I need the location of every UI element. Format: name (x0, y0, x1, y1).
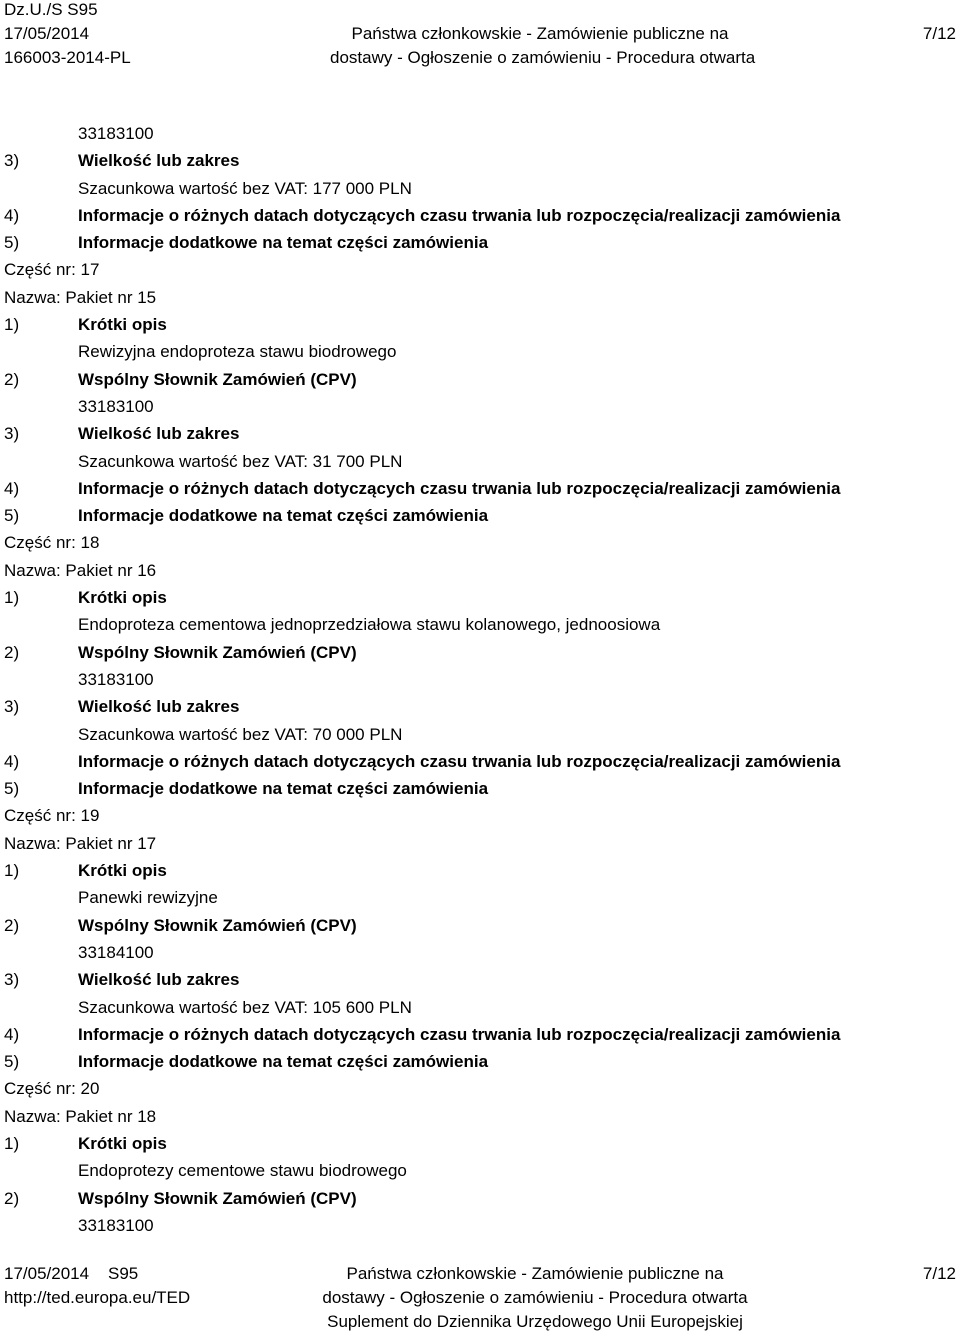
line-label: 3) (4, 424, 20, 444)
line-label: 3) (4, 151, 20, 171)
line-label: 1) (4, 1133, 20, 1153)
content-line (4, 393, 956, 420)
content-line (4, 284, 956, 311)
content-line (4, 147, 956, 174)
content-line (4, 448, 956, 475)
content-line (4, 229, 956, 256)
content-line (4, 366, 956, 393)
section-heading: Informacje dodatkowe na temat części zamówienia (78, 1052, 489, 1072)
section-heading: Wspólny Słownik Zamówień (CPV) (78, 642, 357, 662)
header-title-line2: dostawy - Ogłoszenie o zamówieniu - Procedura otwarta (330, 48, 756, 67)
footer-page-number: 7/12 (922, 1264, 956, 1283)
content-line (4, 1075, 956, 1102)
section-value: 33183100 (78, 669, 154, 689)
line-label: Część nr: 18 (4, 533, 100, 553)
section-heading: Wielkość lub zakres (78, 970, 240, 990)
section-heading: Krótki opis (78, 315, 167, 335)
content-line (4, 666, 956, 693)
footer-date-issue: 17/05/2014 S95 (4, 1264, 139, 1283)
section-value: 33184100 (78, 942, 154, 962)
section-heading: Wielkość lub zakres (78, 697, 240, 717)
line-label: Nazwa: Pakiet nr 16 (4, 560, 157, 580)
line-label: Nazwa: Pakiet nr 17 (4, 833, 157, 853)
content-line (4, 939, 956, 966)
section-heading: Wielkość lub zakres (78, 151, 240, 171)
header-date: 17/05/2014 (4, 24, 90, 43)
content-line (4, 748, 956, 775)
line-label: 2) (4, 369, 20, 389)
section-heading: Informacje o różnych datach dotyczących czasu trwania lub rozpoczęcia/realizacji zamówienia (78, 205, 841, 225)
content-line (4, 994, 956, 1021)
line-label: 4) (4, 205, 20, 225)
line-label: 5) (4, 506, 20, 526)
section-value: Szacunkowa wartość bez VAT: 70 000 PLN (78, 724, 403, 744)
footer-title-line3: Suplement do Dziennika Urzędowego Unii Europejskiej (327, 1312, 743, 1331)
section-heading: Informacje o różnych datach dotyczących czasu trwania lub rozpoczęcia/realizacji zamówienia (78, 1024, 841, 1044)
section-value: 33183100 (78, 124, 154, 143)
section-value: Endoprotezy cementowe stawu biodrowego (78, 1161, 407, 1181)
section-heading: Krótki opis (78, 1133, 167, 1153)
footer-left (4, 1262, 190, 1310)
line-label: 4) (4, 1024, 20, 1044)
section-heading: Informacje dodatkowe na temat części zamówienia (78, 506, 489, 526)
line-label: 1) (4, 315, 20, 335)
footer-title-line1: Państwa członkowskie - Zamówienie publiczne na (346, 1264, 724, 1283)
header-title-line1: Państwa członkowskie - Zamówienie publiczne na (351, 24, 729, 43)
footer-url[interactable]: http://ted.europa.eu/TED (4, 1288, 191, 1307)
content-line (4, 1157, 956, 1184)
section-value: Szacunkowa wartość bez VAT: 105 600 PLN (78, 997, 412, 1017)
content-line (4, 529, 956, 556)
section-value: 33183100 (78, 1215, 154, 1235)
section-heading: Informacje o różnych datach dotyczących czasu trwania lub rozpoczęcia/realizacji zamówienia (78, 478, 841, 498)
section-heading: Wspólny Słownik Zamówień (CPV) (78, 915, 357, 935)
content-line (4, 584, 956, 611)
section-heading: Krótki opis (78, 861, 167, 881)
content-line (4, 256, 956, 283)
line-label: 1) (4, 588, 20, 608)
footer-title (300, 1262, 770, 1334)
line-label: Część nr: 20 (4, 1079, 100, 1099)
section-value: Szacunkowa wartość bez VAT: 177 000 PLN (78, 178, 412, 198)
content-line (4, 557, 956, 584)
content-line (4, 1103, 956, 1130)
footer-title-line2: dostawy - Ogłoszenie o zamówieniu - Procedura otwarta (322, 1288, 748, 1307)
content-line (4, 802, 956, 829)
content-line (4, 912, 956, 939)
content-line (4, 830, 956, 857)
section-value: Szacunkowa wartość bez VAT: 31 700 PLN (78, 451, 403, 471)
line-label: 2) (4, 915, 20, 935)
content-line (4, 475, 956, 502)
content-line (4, 202, 956, 229)
header-page-number: 7/12 (922, 24, 956, 43)
header-left (4, 0, 131, 70)
journal-ref: Dz.U./S S95 (4, 0, 98, 19)
content-line (4, 857, 956, 884)
content-line (4, 502, 956, 529)
content-line (4, 611, 956, 638)
content-line (4, 693, 956, 720)
line-label: 5) (4, 779, 20, 799)
line-label: 2) (4, 642, 20, 662)
line-label: 3) (4, 970, 20, 990)
section-heading: Wspólny Słownik Zamówień (CPV) (78, 1188, 357, 1208)
content-line (4, 1212, 956, 1239)
content-line (4, 721, 956, 748)
notice-content (4, 120, 956, 1239)
content-line (4, 1048, 956, 1075)
content-line (4, 420, 956, 447)
content-line (4, 884, 956, 911)
content-line (4, 639, 956, 666)
content-line (4, 1130, 956, 1157)
section-heading: Wspólny Słownik Zamówień (CPV) (78, 369, 357, 389)
line-label: 5) (4, 233, 20, 253)
content-line (4, 338, 956, 365)
section-heading: Informacje dodatkowe na temat części zamówienia (78, 779, 489, 799)
header-title (330, 22, 756, 70)
line-label: 2) (4, 1188, 20, 1208)
line-label: Część nr: 17 (4, 260, 100, 280)
content-line (4, 175, 956, 202)
section-value: Endoproteza cementowa jednoprzedziałowa stawu kolanowego, jednoosiowa (78, 615, 661, 635)
document-id: 166003-2014-PL (4, 48, 131, 67)
line-label: Nazwa: Pakiet nr 18 (4, 1106, 157, 1126)
line-label: 4) (4, 751, 20, 771)
section-heading: Informacje o różnych datach dotyczących czasu trwania lub rozpoczęcia/realizacji zamówienia (78, 751, 841, 771)
line-label: Nazwa: Pakiet nr 15 (4, 287, 157, 307)
section-heading: Krótki opis (78, 588, 167, 608)
section-value: 33183100 (78, 396, 154, 416)
content-line (4, 775, 956, 802)
content-line (4, 311, 956, 338)
content-line (4, 1185, 956, 1212)
section-value: Panewki rewizyjne (78, 888, 218, 908)
line-label: 5) (4, 1052, 20, 1072)
content-line (4, 120, 956, 147)
line-label: 3) (4, 697, 20, 717)
line-label: Część nr: 19 (4, 806, 100, 826)
section-heading: Wielkość lub zakres (78, 424, 240, 444)
content-line (4, 1021, 956, 1048)
line-label: 1) (4, 861, 20, 881)
content-line (4, 966, 956, 993)
line-label: 4) (4, 478, 20, 498)
section-value: Rewizyjna endoproteza stawu biodrowego (78, 342, 397, 362)
section-heading: Informacje dodatkowe na temat części zamówienia (78, 233, 489, 253)
